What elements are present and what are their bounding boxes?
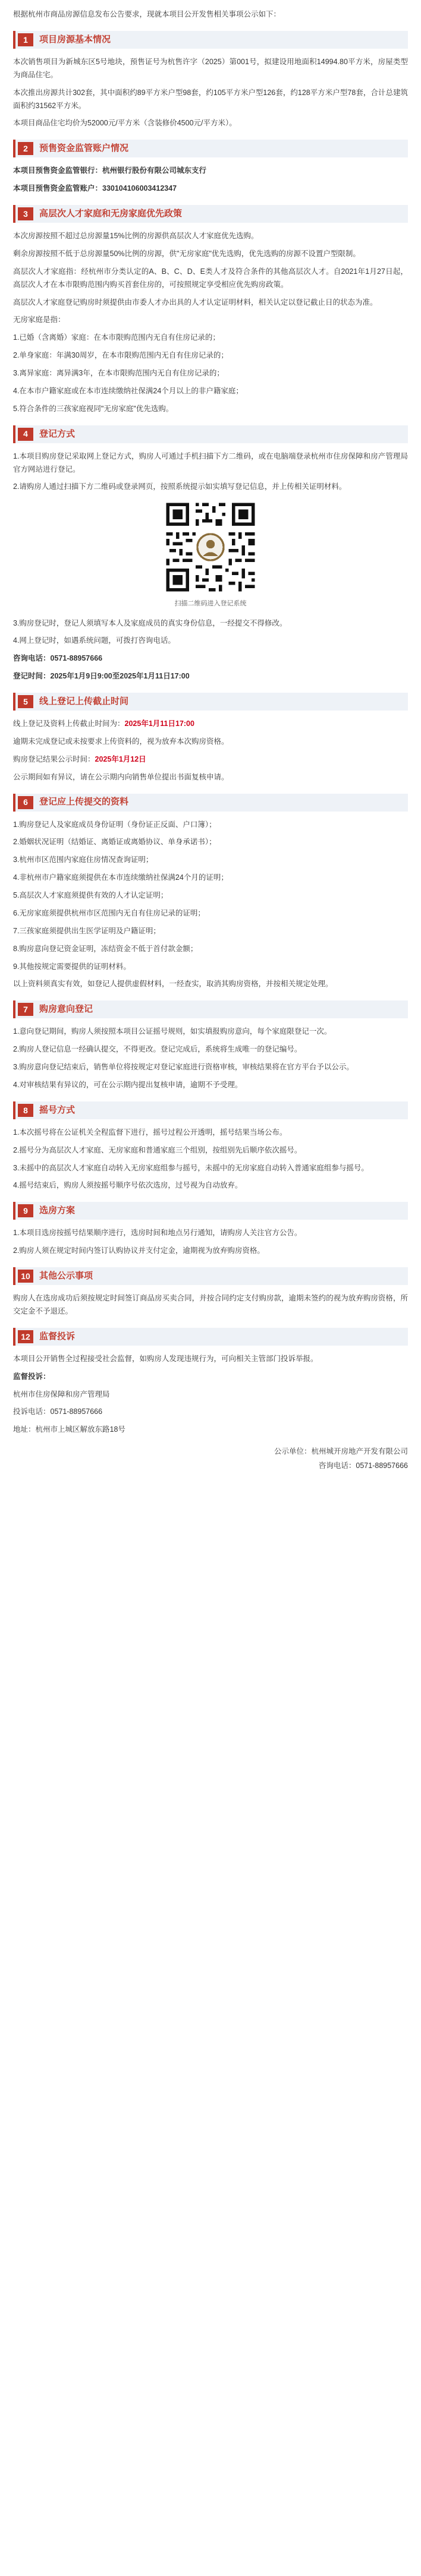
supervision-bank: 本项目预售资金监管银行：杭州银行股份有限公司城东支行 (13, 166, 207, 175)
company-line (13, 1445, 408, 1459)
tel-number[interactable]: 0571-88957666 (356, 1461, 408, 1470)
paragraph: 2.购房人登记信息一经确认提交，不得更改。登记完成后，系统将生成唯一的登记编号。 (13, 1045, 302, 1054)
supervision-account: 本项目预售资金监管账户：330104106003412347 (13, 184, 177, 193)
publish-date: 2025年1月12日 (95, 755, 146, 763)
paragraph: 本项目公开销售全过程接受社会监督，如购房人发现违规行为，可向相关主管部门投诉举报。 (13, 1354, 318, 1363)
section-number: 6 (18, 796, 33, 809)
phone-label: 咨询电话： (13, 654, 51, 663)
paragraph: 本次销售项目为新城东区5号地块，预售证号为杭售许字（2025）第001号，拟建设用地面积14994.80平方米，房屋类型为商品住宅。 (13, 57, 408, 79)
list-item: 9.其他按规定需要提供的证明材料。 (13, 962, 131, 971)
paragraph: 本次房源按照不超过总房源量15%比例的房源供高层次人才家庭优先选购。 (13, 232, 259, 240)
section-header-6 (13, 794, 408, 812)
paragraph: 1.本次摇号将在公证机关全程监督下进行，摇号过程公开透明，摇号结果当场公布。 (13, 1128, 287, 1137)
paragraph: 1.本项目购房登记采取网上登记方式，购房人可通过手机扫描下方二维码，或在电脑端登录杭州市住房保障和房产管理局官方网站进行登记。 (13, 452, 408, 473)
phone-number[interactable]: 0571-88957666 (50, 654, 103, 663)
section-title: 项目房源基本情况 (39, 34, 111, 45)
paragraph: 2.摇号分为高层次人才家庭、无房家庭和普通家庭三个组别，按组别先后顺序依次摇号。 (13, 1145, 302, 1154)
list-item: 5.高层次人才家庭须提供有效的人才认定证明； (13, 891, 168, 899)
paragraph: 2.购房人须在规定时间内签订认购协议并支付定金，逾期视为放弃购房资格。 (13, 1246, 265, 1255)
publish-label: 购房登记结果公示时间： (13, 755, 95, 763)
paragraph: 高层次人才家庭登记购房时须提供由市委人才办出具的人才认定证明材料，相关认定以登记截止日的状态为准。 (13, 298, 378, 307)
intro-text: 根据杭州市商品房源信息发布公告要求，现就本项目公开发售相关事项公示如下： (13, 10, 281, 18)
paragraph: 4.摇号结束后，购房人须按摇号顺序号依次选房，过号视为自动放弃。 (13, 1181, 243, 1190)
list-item: 6.无房家庭须提供杭州市区范围内无自有住房记录的证明； (13, 908, 205, 917)
paragraph: 监督投诉： (13, 1372, 51, 1381)
deadline-value: 2025年1月11日17:00 (124, 719, 194, 728)
paragraph: 以上资料须真实有效，如登记人提供虚假材料，一经查实，取消其购房资格，并按相关规定处理。 (13, 980, 333, 989)
paragraph: 逾期未完成登记或未按要求上传资料的，视为放弃本次购房资格。 (13, 737, 229, 746)
paragraph: 高层次人才家庭指：经杭州市分类认定的A、B、C、D、E类人才及符合条件的其他高层次人才。自2021年1月27日起，高层次人才在本市限购范围内购买首套住房的，可按照规定享受相应优先购房政策。 (13, 267, 408, 289)
tel-line (13, 1459, 408, 1473)
section-header-2 (13, 140, 408, 157)
paragraph: 本项目商品住宅均价为52000元/平方米（含装修价4500元/平方米）。 (13, 119, 237, 128)
paragraph: 3.购房意向登记结束后，销售单位将按规定对登记家庭进行资格审核，审核结果将在官方平台予以公示。 (13, 1063, 354, 1071)
paragraph: 2.请购房人通过扫描下方二维码或登录网页，按照系统提示如实填写登记信息，并上传相关证明材料。 (13, 482, 347, 491)
time-label: 登记时间： (13, 672, 51, 681)
section-header-3 (13, 205, 408, 223)
paragraph: 4.对审核结果有异议的，可在公示期内提出复核申请，逾期不予受理。 (13, 1080, 243, 1089)
list-item: 8.购房意向登记资金证明，冻结资金不低于首付款金额； (13, 944, 198, 953)
company-label: 公示单位： (274, 1447, 312, 1456)
section-header-12 (13, 1328, 408, 1346)
section-header-1 (13, 31, 408, 49)
section-number: 10 (18, 1270, 33, 1283)
paragraph: 投诉电话：0571-88957666 (13, 1407, 103, 1416)
section-number: 8 (18, 1104, 33, 1117)
section-number: 5 (18, 695, 33, 708)
deadline-line (13, 718, 408, 731)
list-item: 4.在本市户籍家庭或在本市连续缴纳社保满24个月以上的非户籍家庭； (13, 386, 243, 395)
paragraph: 公示期间如有异议，请在公示期内向销售单位提出书面复核申请。 (13, 772, 229, 781)
list-item: 2.婚姻状况证明（结婚证、离婚证或离婚协议、单身承诺书）； (13, 838, 216, 847)
section-number: 1 (18, 33, 33, 46)
section-title: 其他公示事项 (39, 1270, 93, 1281)
section-header-7 (13, 1000, 408, 1018)
section-header-8 (13, 1101, 408, 1119)
list-item: 1.购房登记人及家庭成员身份证明（身份证正反面、户口簿）； (13, 820, 216, 829)
paragraph: 1.意向登记期间，购房人须按照本项目公证摇号规则，如实填报购房意向，每个家庭限登记一次。 (13, 1027, 332, 1036)
list-item: 4.非杭州市户籍家庭须提供在本市连续缴纳社保满24个月的证明； (13, 873, 228, 882)
section-number: 12 (18, 1330, 33, 1343)
section-title: 监督投诉 (39, 1331, 76, 1341)
section-title: 摇号方式 (39, 1104, 76, 1115)
section-number: 7 (18, 1003, 33, 1016)
paragraph: 1.本项目选房按摇号结果顺序进行，选房时间和地点另行通知，请购房人关注官方公告。 (13, 1229, 302, 1238)
qr-caption: 扫描二维码进入登记系统 (174, 600, 247, 608)
section-number: 3 (18, 207, 33, 220)
section-header-5 (13, 693, 408, 711)
section-title: 购房意向登记 (39, 1004, 93, 1015)
paragraph: 剩余房源按照不低于总房源量50%比例的房源，供"无房家庭"优先选购，优先选购的房源不设置户型限制。 (13, 249, 360, 258)
section-title: 线上登记上传截止时间 (39, 696, 129, 706)
publish-line (13, 753, 408, 766)
list-item: 3.杭州市区范围内家庭住房情况查询证明； (13, 855, 153, 864)
section-title: 预售资金监管账户情况 (39, 143, 129, 154)
list-item: 2.单身家庭：年满30周岁，在本市限购范围内无自有住房记录的； (13, 351, 228, 360)
consult-phone-line (13, 652, 408, 665)
paragraph: 3.购房登记时，登记人须填写本人及家庭成员的真实身份信息，一经提交不得修改。 (13, 618, 287, 627)
paragraph: 地址：杭州市上城区解放东路18号 (13, 1425, 125, 1434)
section-header-9 (13, 1202, 408, 1220)
deadline-label: 线上登记及资料上传截止时间为： (13, 719, 125, 728)
tel-label: 咨询电话： (318, 1461, 356, 1470)
section-title: 登记方式 (39, 428, 76, 439)
list-item: 5.符合条件的三孩家庭视同"无房家庭"优先选购。 (13, 404, 174, 413)
section-title: 高层次人才家庭和无房家庭优先政策 (39, 208, 183, 219)
paragraph: 无房家庭是指： (13, 315, 65, 324)
section-title: 登记应上传提交的资料 (39, 797, 129, 807)
section-header-4 (13, 425, 408, 443)
paragraph: 4.网上登记时，如遇系统问题，可拨打咨询电话。 (13, 636, 175, 645)
section-number: 4 (18, 428, 33, 441)
qr-code-icon[interactable] (163, 500, 258, 595)
company-name: 杭州城开房地产开发有限公司 (311, 1447, 408, 1456)
paragraph: 本次推出房源共计302套，其中面积约89平方米户型98套，约105平方米户型126套，约128平方米户型78套，合计总建筑面积约31562平方米。 (13, 88, 408, 110)
register-time-line (13, 670, 408, 683)
list-item: 3.离异家庭：离异满3年，在本市限购范围内无自有住房记录的； (13, 369, 224, 377)
section-title: 选房方案 (39, 1205, 76, 1216)
list-item: 1.已婚（含离婚）家庭：在本市限购范围内无自有住房记录的； (13, 333, 220, 342)
section-header-10 (13, 1267, 408, 1285)
section-number: 2 (18, 142, 33, 155)
paragraph: 购房人在选房成功后须按规定时间签订商品房买卖合同，并按合同约定支付购房款，逾期未签约的视为放弃购房资格，所交定金不予退还。 (13, 1294, 408, 1315)
paragraph: 3.未摇中的高层次人才家庭自动转入无房家庭组参与摇号，未摇中的无房家庭自动转入普通家庭组参与摇号。 (13, 1163, 369, 1172)
paragraph: 杭州市住房保障和房产管理局 (13, 1390, 110, 1399)
qr-block (13, 500, 408, 610)
register-time: 2025年1月9日9:00至2025年1月11日17:00 (50, 672, 190, 681)
list-item: 7.三孩家庭须提供出生医学证明及户籍证明； (13, 926, 161, 935)
signature-block (13, 1445, 408, 1473)
section-number: 9 (18, 1204, 33, 1217)
